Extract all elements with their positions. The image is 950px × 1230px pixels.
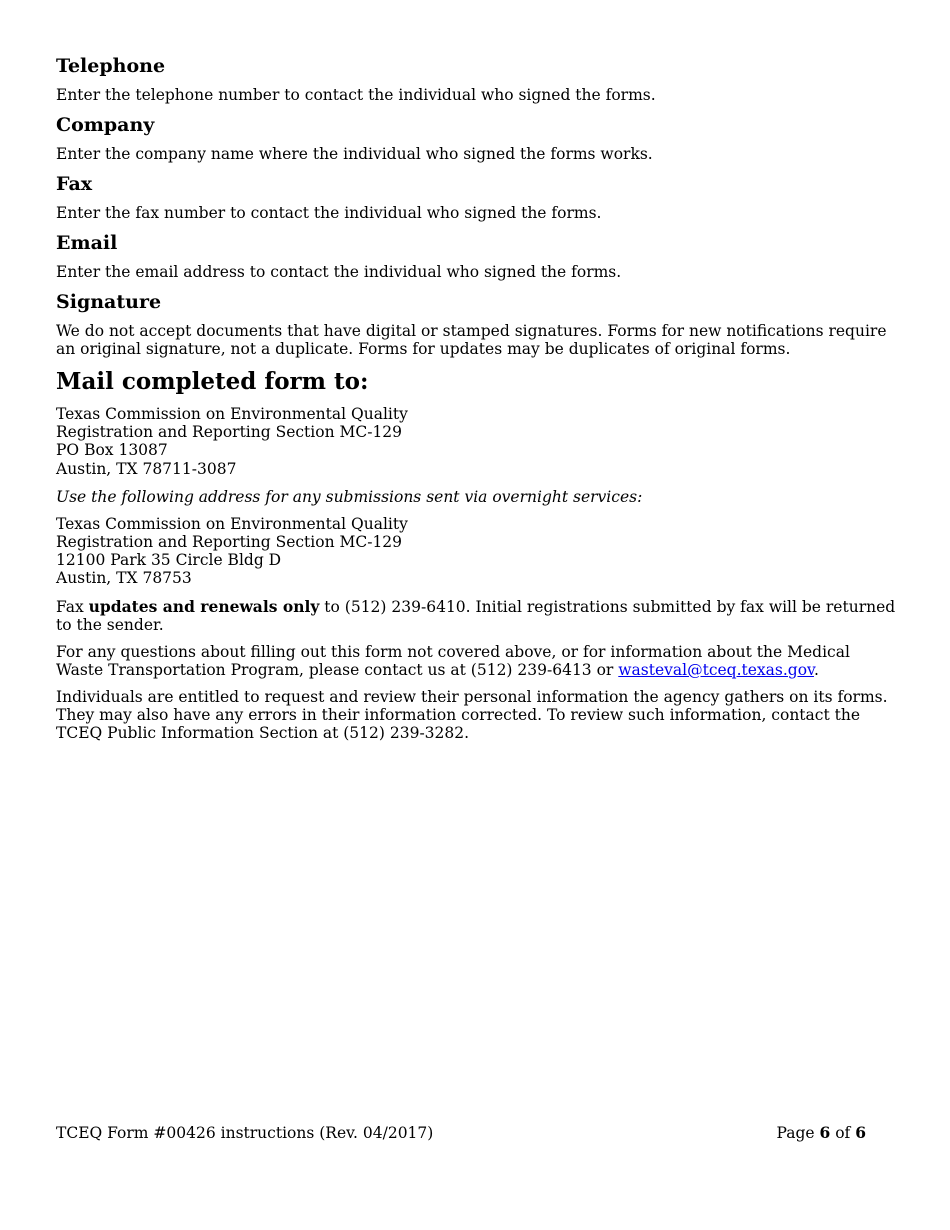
address-line: 12100 Park 35 Circle Bldg D — [56, 551, 282, 570]
address-line: Texas Commission on Environmental Quality — [56, 405, 408, 423]
questions-text: For any questions about filling out this form not covered above, or for information about the Medical Waste Transportation Program, please contact us at (512) 239-6413 or — [56, 642, 850, 679]
mail-heading: Mail completed form to: — [56, 368, 369, 395]
address-line: Registration and Reporting Section MC-129 — [56, 423, 403, 442]
page-prefix: Page — [776, 1124, 820, 1142]
document-page — [56, 54, 896, 751]
field-signature — [56, 290, 896, 358]
fax-note-suffix: to (512) 239-6410. Initial registrations submitted by fax will be returned to the sender. — [56, 597, 896, 634]
email-heading: Email — [56, 232, 118, 254]
form-id: TCEQ Form #00426 instructions (Rev. 04/2017) — [56, 1124, 434, 1142]
privacy-note: Individuals are entitled to request and review their personal information the agency gathers on its forms. They may also have any errors in their information corrected. To review such information, contact the TCEQ Public Information Section at (512) 239-3282. — [56, 687, 888, 742]
page-current: 6 — [819, 1123, 831, 1142]
signature-heading: Signature — [56, 291, 162, 313]
page-number — [776, 1123, 866, 1143]
questions-note — [56, 643, 896, 679]
telephone-heading: Telephone — [56, 55, 166, 77]
contact-email-link[interactable]: wasteval@tceq.texas.gov — [618, 660, 814, 679]
field-telephone — [56, 54, 896, 104]
company-heading: Company — [56, 114, 155, 136]
field-fax — [56, 172, 896, 222]
signature-instruction: We do not accept documents that have digital or stamped signatures. Forms for new notifications require an original signature, not a duplicate. Forms for updates may be duplicates of original forms. — [56, 322, 887, 358]
page-of: of — [830, 1124, 856, 1142]
address-line: Texas Commission on Environmental Quality — [56, 514, 408, 533]
company-instruction: Enter the company name where the individual who signed the forms works. — [56, 145, 653, 163]
address-line: Registration and Reporting Section MC-129 — [56, 533, 403, 552]
questions-end: . — [813, 660, 819, 679]
page-total: 6 — [855, 1123, 866, 1142]
telephone-instruction: Enter the telephone number to contact the individual who signed the forms. — [56, 86, 656, 104]
fax-heading: Fax — [56, 173, 93, 195]
overnight-note-text: Use the following address for any submissions sent via overnight services: — [56, 487, 643, 506]
email-instruction: Enter the email address to contact the individual who signed the forms. — [56, 263, 622, 281]
field-email — [56, 231, 896, 281]
fax-note-bold: updates and renewals only — [88, 596, 320, 616]
address-line: Austin, TX 78711-3087 — [56, 459, 237, 478]
fax-note — [56, 598, 896, 634]
address-line: PO Box 13087 — [56, 441, 168, 460]
fax-note-prefix: Fax — [56, 597, 89, 616]
mailing-address — [56, 405, 896, 478]
overnight-note — [56, 488, 896, 506]
address-line: Austin, TX 78753 — [56, 569, 192, 588]
overnight-address — [56, 515, 896, 588]
field-company — [56, 113, 896, 163]
fax-instruction: Enter the fax number to contact the individual who signed the forms. — [56, 204, 602, 222]
